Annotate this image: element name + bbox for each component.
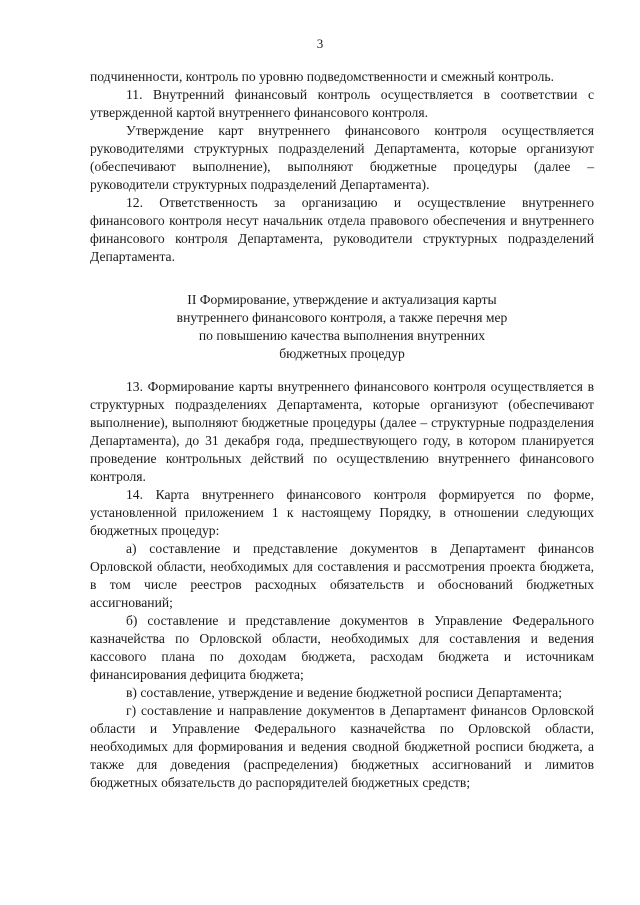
- heading-line: бюджетных процедур: [279, 346, 405, 361]
- paragraph-11: 11. Внутренний финансовый контроль осуществляется в соответствии с утвержденной картой внутреннего финансового контроля.: [90, 87, 594, 120]
- list-item-v: в) составление, утверждение и ведение бюджетной росписи Департамента;: [126, 685, 562, 700]
- heading-line: внутреннего финансового контроля, а также перечня мер: [176, 310, 508, 325]
- paragraph-14: 14. Карта внутреннего финансового контроля формируется по форме, установленной приложением 1 к настоящему Порядку, в отношении следующих бюджетных процедур:: [90, 487, 594, 538]
- list-item-g: г) составление и направление документов в Департамент финансов Орловской области и Управление Федерального казначейства по Орловской области, необходимых для формирования и ведения сводной бюджетной росписи бюджета, а также для доведения (распределения) бюджетных ассигнований и лимитов бюджетных обязательств до распорядителей бюджетных средств;: [90, 703, 594, 790]
- text-block-top: [90, 68, 594, 266]
- paragraph-11-approval: Утверждение карт внутреннего финансового контроля осуществляется руководителями структурных подразделений Департамента, которые организуют (обеспечивают выполнение), выполняют бюджетные процедуры (далее – руководители структурных подразделений Департамента).: [90, 123, 594, 192]
- section-heading: [90, 291, 594, 363]
- paragraph-13: 13. Формирование карты внутреннего финансового контроля осуществляется в структурных подразделениях Департамента, которые организуют (обеспечивают выполнение), выполняют бюджетные процедуры (далее – структурные подразделения Департамента), до 31 декабря года, предшествующего году, в котором планируется проведение контрольных действий по осуществлению внутреннего финансового контроля.: [90, 379, 594, 484]
- heading-line: II Формирование, утверждение и актуализация карты: [187, 292, 497, 307]
- paragraph-continuation: подчиненности, контроль по уровню подведомственности и смежный контроль.: [90, 69, 554, 84]
- list-item-b: б) составление и представление документов в Управление Федерального казначейства по Орловской области, необходимых для составления и ведения кассового плана по доходам бюджета, расходам бюджета и источникам финансирования дефицита бюджета;: [90, 613, 594, 682]
- paragraph-12: 12. Ответственность за организацию и осуществление внутреннего финансового контроля несут начальник отдела правового обеспечения и внутреннего финансового контроля Департамента, руководители структурных подразделений Департамента.: [90, 195, 594, 264]
- page-number: 3: [316, 36, 324, 51]
- list-item-a: а) составление и представление документов в Департамент финансов Орловской области, необходимых для составления и рассмотрения проекта бюджета, в том числе реестров расходных обязательств и обоснований бюджетных ассигнований;: [90, 541, 594, 610]
- heading-line: по повышению качества выполнения внутренних: [198, 328, 486, 343]
- text-block-bottom: [90, 378, 594, 792]
